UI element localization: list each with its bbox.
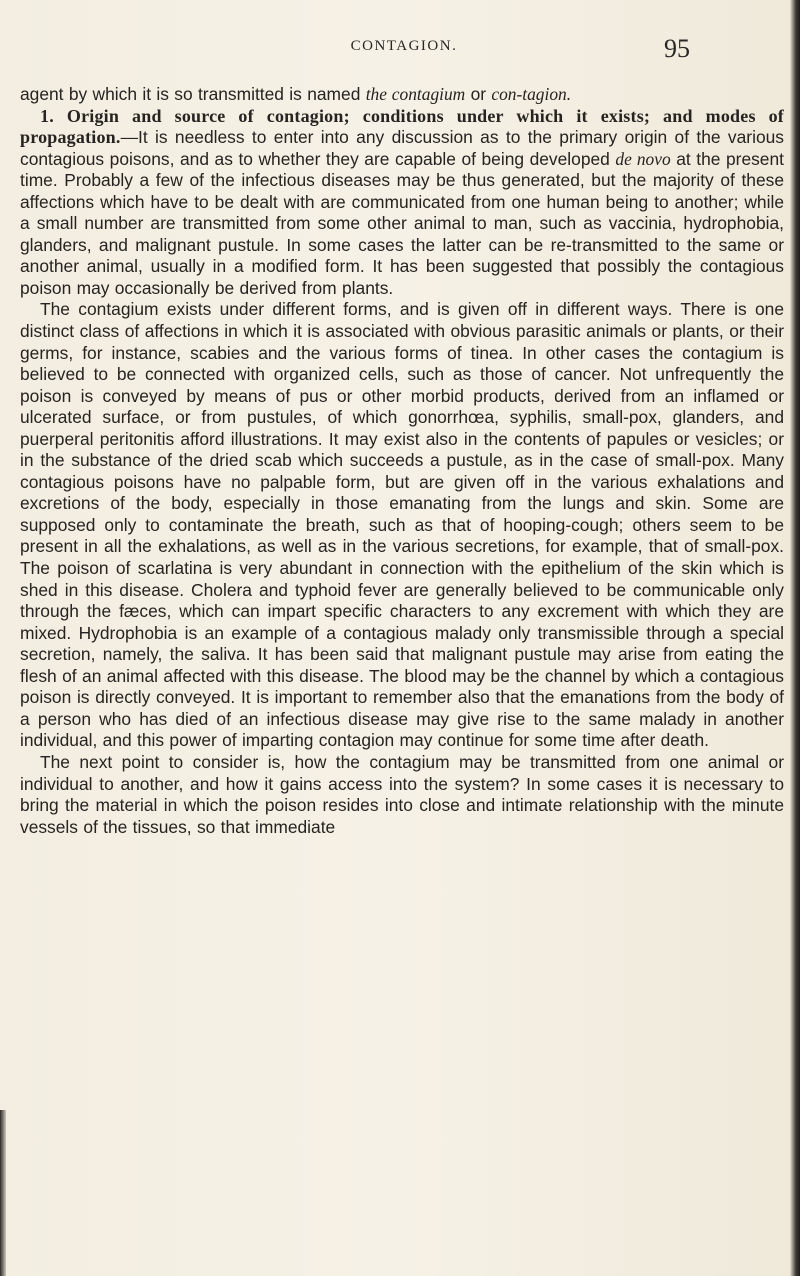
paragraph: The next point to consider is, how the contagium may be transmitted from one animal or individual to another, and how it gains access into the system? In some cases it is necessary to bring the material in which the poison resides into close and intimate relationship with the minute vessels of the tissues, so that immediate (20, 751, 784, 837)
page-number: 95 (664, 34, 690, 63)
term-contagion: con-tagion. (491, 84, 572, 104)
running-title: CONTAGION. (350, 38, 458, 54)
paragraph-continuation: agent by which it is so transmitted is named the contagium or con-tagion. (20, 84, 572, 104)
term-de-novo: de novo (615, 148, 671, 169)
term-contagium: the contagium (365, 84, 466, 104)
section-paragraph: 1. Origin and source of contagion; conditions under which it exists; and modes of propagation.—It is needless to enter into any discussion as to the primary origin of the various contagious poisons, and as to whether they are capable of being developed de novo at the present time. Probably a few of the infectious diseases may be thus generated, but the majority of these affections which have to be dealt with are communicated from one human being to another; while a small number are transmitted from some other animal to man, such as vaccinia, hydrophobia, glanders, and malignant pustule. In some cases the latter can be re-transmitted to the same or another animal, usually in a modified form. It has been suggested that possibly the contagious poison may occasionally be derived from plants. (20, 105, 784, 298)
page-shadow-edge (0, 1110, 6, 1276)
section-heading: 1. Origin and source of contagion; conditions under which it exists; and modes of propagation. (20, 105, 784, 148)
running-header (0, 34, 800, 78)
page-binding-edge (790, 0, 800, 1276)
paragraph: The contagium exists under different forms, and is given off in different ways. There is one distinct class of affections in which it is associated with obvious parasitic animals or plants, or their germs, for instance, scabies and the various forms of tinea. In other cases the contagium is believed to be connected with organized cells, such as those of cancer. Not unfrequently the poison is conveyed by means of pus or other morbid products, derived from an inflamed or ulcerated surface, or from pustules, of which gonorrhœa, syphilis, small-pox, glanders, and puerperal peritonitis afford illustrations. It may exist also in the contents of papules or vesicles; or in the substance of the dried scab which succeeds a pustule, as in the case of small-pox. Many contagious poisons have no palpable form, but are given off in the various exhalations and excretions of the body, especially in those emanating from the lungs and skin. Some are supposed only to contaminate the breath, such as that of hooping-cough; others seem to be present in all the exhalations, as well as in the various secretions, for example, that of small-pox. The poison of scarlatina is very abundant in connection with the epithelium of the skin which is shed in this disease. Cholera and typhoid fever are generally believed to be communicable only through the fæces, which can impart specific characters to any excrement with which they are mixed. Hydrophobia is an example of a contagious malady only transmissible through a special secretion, namely, the saliva. It has been said that malignant pustule may arise from eating the flesh of an animal affected with this disease. The blood may be the channel by which a contagious poison is directly conveyed. It is important to remember also that the emanations from the body of a person who has died of an infectious disease may give rise to the same malady in another individual, and this power of imparting contagion may continue for some time after death. (20, 299, 784, 751)
body-text (20, 84, 784, 838)
